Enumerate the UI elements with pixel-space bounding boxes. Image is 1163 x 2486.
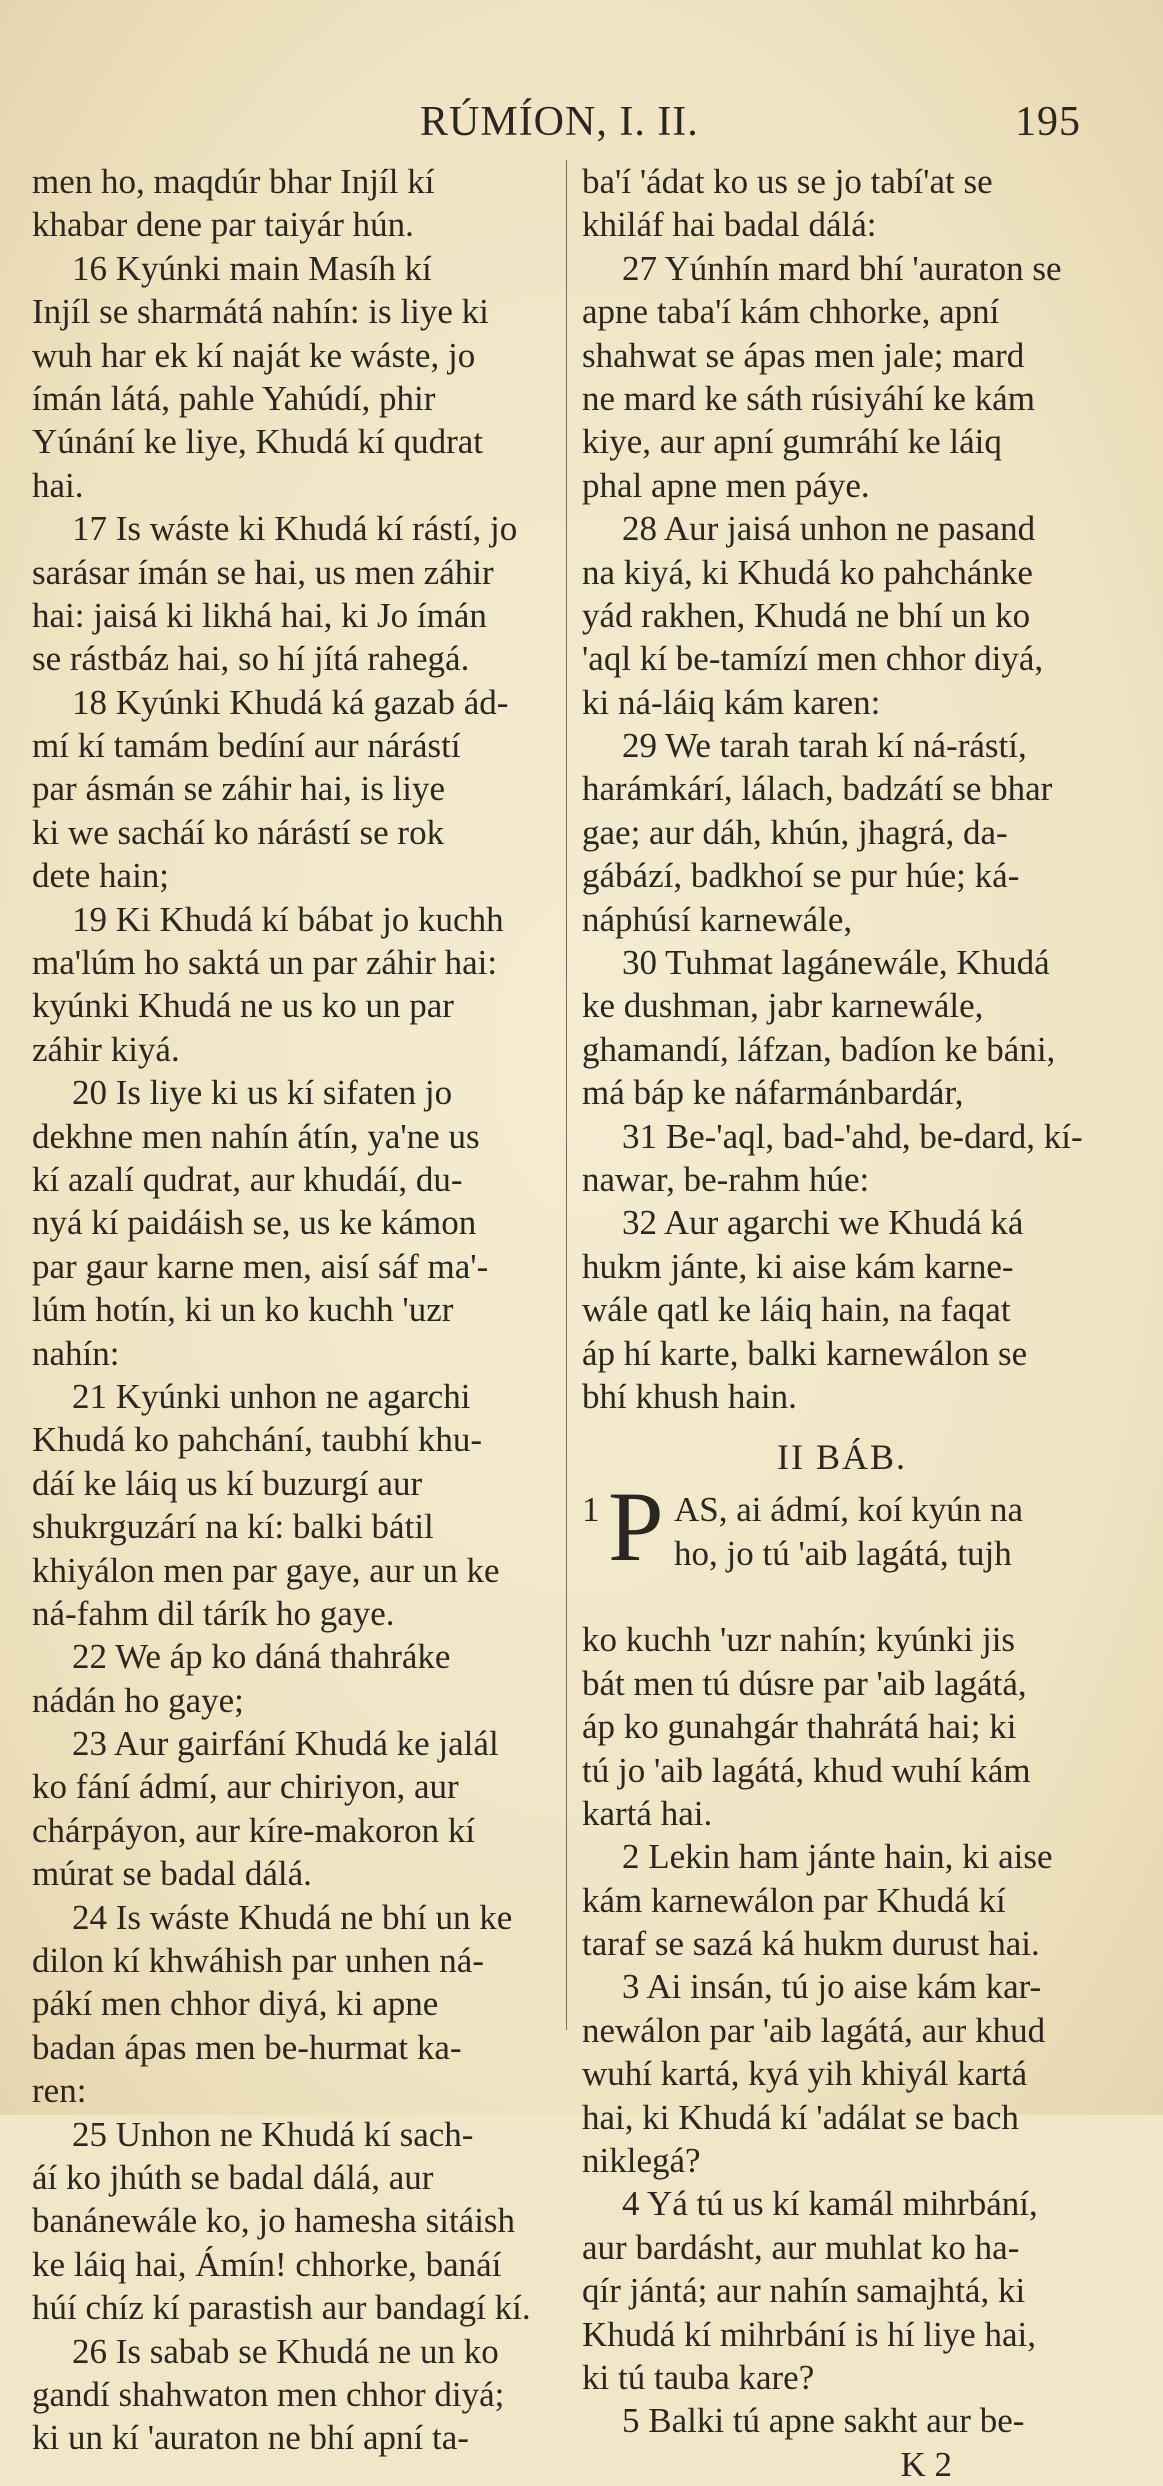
text-line: gábází, badkhoí se pur húe; ká-: [582, 856, 1020, 896]
text-line: par gaur karne men, aisí sáf ma'-: [32, 1246, 489, 1286]
text-line: hai, ki Khudá kí 'adálat se bach: [582, 2097, 1019, 2137]
text-line: khabar dene par taiyár hún.: [32, 205, 414, 245]
text-line: men ho, maqdúr bhar Injíl kí: [32, 162, 435, 201]
text-line: dilon kí khwáhish par unhen ná-: [32, 1941, 484, 1981]
text-line: qír jántá; aur nahín samajhtá, ki: [582, 2271, 1026, 2311]
text-line: chárpáyon, aur kíre-makoron kí: [32, 1810, 476, 1850]
text-line: shahwat se ápas men jale; mard: [582, 335, 1025, 375]
text-line: 22 We áp ko dáná thahráke: [72, 1637, 451, 1677]
text-line: harámkárí, lálach, badzátí se bhar: [582, 769, 1053, 809]
text-line: bát men tú dúsre par 'aib lagátá,: [582, 1663, 1027, 1703]
text-line: ná-fahm dil tárík ho gaye.: [32, 1593, 395, 1633]
text-line: khiyálon men par gaye, aur un ke: [32, 1550, 500, 1590]
text-line: taraf se sazá ká hukm durust hai.: [582, 1924, 1040, 1964]
text-line: hukm jánte, ki aise kám karne-: [582, 1246, 1014, 1286]
page-number: 195: [1015, 99, 1081, 145]
signature-mark: K 2: [900, 2444, 952, 2484]
text-line: se rástbáz hai, so hí jítá rahegá.: [32, 639, 470, 679]
text-line: ki tú tauba kare?: [582, 2357, 815, 2397]
text-line: Khudá kí mihrbání is hí liye hai,: [582, 2314, 1036, 2354]
text-line: dete hain;: [32, 856, 170, 896]
text-line: 23 Aur gairfání Khudá ke jalál: [72, 1724, 499, 1764]
text-line: ma'lúm ho saktá un par záhir hai:: [32, 943, 498, 983]
right-column: [582, 160, 1102, 2486]
running-header: [0, 98, 1163, 158]
text-line: Yúnání ke liye, Khudá kí qudrat: [32, 422, 484, 462]
text-line: 24 Is wáste Khudá ne bhí un ke: [72, 1897, 513, 1937]
text-line: 29 We tarah tarah kí ná-rástí,: [622, 726, 1027, 766]
text-line: 2 Lekin ham jánte hain, ki aise: [622, 1837, 1053, 1877]
text-line: ki un kí 'auraton ne bhí apní ta-: [32, 2418, 469, 2458]
column-divider: [566, 160, 567, 2030]
chapter-heading: II BÁB.: [777, 1437, 907, 1478]
text-line: húí chíz kí parastish aur bandagí kí.: [32, 2288, 531, 2328]
text-line: 16 Kyúnki main Masíh kí: [72, 248, 432, 288]
text-line: ghamandí, láfzan, badíon ke báni,: [582, 1029, 1056, 1069]
text-line: 31 Be-'aql, bad-'ahd, be-dard, kí-: [622, 1116, 1083, 1156]
text-line: kartá hai.: [582, 1793, 713, 1833]
text-line: ko fání ádmí, aur chiriyon, aur: [32, 1767, 459, 1807]
text-line: pákí men chhor diyá, ki apne: [32, 1984, 439, 2024]
drop-cap: P: [608, 1471, 664, 1583]
text-line: áí ko jhúth se badal dálá, aur: [32, 2157, 434, 2197]
text-line: kyúnki Khudá ne us ko un par: [32, 986, 454, 1026]
text-line: Injíl se sharmátá nahín: is liye ki: [32, 292, 489, 332]
text-line: Khudá ko pahchání, taubhí khu-: [32, 1420, 483, 1460]
text-line: kiye, aur apní gumráhí ke láiq: [582, 422, 1002, 462]
text-line: ren:: [32, 2071, 87, 2111]
text-line: nawar, be-rahm húe:: [582, 1159, 870, 1199]
text-line: 19 Ki Khudá kí bábat jo kuchh: [72, 899, 504, 939]
text-line: niklegá?: [582, 2141, 701, 2181]
text-line: 18 Kyúnki Khudá ká gazab ád-: [72, 682, 509, 722]
text-line: 26 Is sabab se Khudá ne un ko: [72, 2331, 499, 2371]
text-line: kí azalí qudrat, aur khudáí, du-: [32, 1159, 463, 1199]
text-line: na kiyá, ki Khudá ko pahchánke: [582, 552, 1033, 592]
text-line: záhir kiyá.: [32, 1029, 180, 1069]
text-line: apne taba'í kám chhorke, apní: [582, 292, 1000, 332]
text-line: múrat se badal dálá.: [32, 1854, 312, 1894]
text-line: ki we sacháí ko nárástí se rok: [32, 812, 445, 852]
text-line: 21 Kyúnki unhon ne agarchi: [72, 1376, 471, 1416]
text-line: tú jo 'aib lagátá, khud wuhí kám: [582, 1750, 1031, 1790]
text-line: lúm hotín, ki un ko kuchh 'uzr: [32, 1290, 454, 1330]
text-line: par ásmán se záhir hai, is liye: [32, 769, 446, 809]
text-line: 27 Yúnhín mard bhí 'auraton se: [622, 248, 1062, 288]
text-line: khiláf hai badal dálá:: [582, 205, 877, 245]
text-line: 25 Unhon ne Khudá kí sach-: [72, 2114, 474, 2154]
text-line: phal apne men páye.: [582, 465, 870, 505]
text-line: ki ná-láiq kám karen:: [582, 682, 881, 722]
text-line: aur bardásht, aur muhlat ko ha-: [582, 2227, 1020, 2267]
text-line: bhí khush hain.: [582, 1376, 797, 1416]
text-line: kám karnewálon par Khudá kí: [582, 1880, 1006, 1920]
text-line: 17 Is wáste ki Khudá kí rástí, jo: [72, 509, 518, 549]
text-line: má báp ke náfarmánbardár,: [582, 1073, 964, 1113]
text-line: ke dushman, jabr karnewále,: [582, 986, 984, 1026]
text-line: badan ápas men be-hurmat ka-: [32, 2027, 462, 2067]
text-line: 3 Ai insán, tú jo aise kám kar-: [622, 1967, 1042, 2007]
text-line: gae; aur dáh, khún, jhagrá, da-: [582, 812, 1008, 852]
text-line: banánewále ko, jo hamesha sitáish: [32, 2201, 516, 2241]
text-line: 20 Is liye ki us kí sifaten jo: [72, 1073, 453, 1113]
opening-line-2: ho, jo tú 'aib lagátá, tujh: [674, 1533, 1012, 1573]
opening-line-1: AS, ai ádmí, koí kyún na: [674, 1490, 1023, 1530]
text-line: ne mard ke sáth rúsiyáhí ke kám: [582, 378, 1035, 418]
chapter-opening: [582, 1471, 1102, 1618]
text-line: gandí shahwaton men chhor diyá;: [32, 2374, 505, 2414]
text-line: áp hí karte, balki karnewálon se: [582, 1333, 1028, 1373]
text-line: nahín:: [32, 1333, 120, 1373]
text-line: 28 Aur jaisá unhon ne pasand: [622, 509, 1036, 549]
text-line: dekhne men nahín átín, ya'ne us: [32, 1116, 480, 1156]
text-line: shukrguzárí na kí: balki bátil: [32, 1507, 434, 1547]
text-line: 5 Balki tú apne sakht aur be-: [622, 2401, 1025, 2441]
text-line: mí kí tamám bedíní aur nárástí: [32, 726, 461, 766]
right-column-top: [582, 160, 1102, 1418]
text-line: newálon par 'aib lagátá, aur khud: [582, 2010, 1046, 2050]
text-line: wále qatl ke láiq hain, na faqat: [582, 1290, 1011, 1330]
verse-number: 1: [582, 1490, 600, 1530]
text-line: dáí ke láiq us kí buzurgí aur: [32, 1463, 423, 1503]
text-line: ba'í 'ádat ko us se jo tabí'at se: [582, 162, 993, 201]
text-line: 30 Tuhmat lagánewále, Khudá: [622, 943, 1050, 983]
running-title: RÚMÍON, I. II.: [420, 99, 699, 145]
text-line: hai.: [32, 465, 84, 505]
text-line: nádán ho gaye;: [32, 1680, 244, 1720]
text-line: 4 Yá tú us kí kamál mihrbání,: [622, 2184, 1038, 2224]
right-column-bottom: [582, 1618, 1102, 2442]
text-line: hai: jaisá ki likhá hai, ki Jo ímán: [32, 595, 487, 635]
text-line: náphúsí karnewále,: [582, 899, 853, 939]
text-line: ko kuchh 'uzr nahín; kyúnki jis: [582, 1620, 1016, 1660]
text-line: ke láiq hai, Ámín! chhorke, banáí: [32, 2244, 502, 2284]
text-line: 32 Aur agarchi we Khudá ká: [622, 1203, 1024, 1243]
text-line: 'aql kí be-tamízí men chhor diyá,: [582, 639, 1044, 679]
text-line: yád rakhen, Khudá ne bhí un ko: [582, 595, 1031, 635]
text-line: ímán látá, pahle Yahúdí, phir: [32, 378, 436, 418]
text-line: sarásar ímán se hai, us men záhir: [32, 552, 494, 592]
text-line: nyá kí paidáish se, us ke kámon: [32, 1203, 477, 1243]
text-line: wuhí kartá, kyá yih khiyál kartá: [582, 2054, 1028, 2094]
text-line: áp ko gunahgár thahrátá hai; ki: [582, 1707, 1017, 1747]
text-line: wuh har ek kí naját ke wáste, jo: [32, 335, 476, 375]
